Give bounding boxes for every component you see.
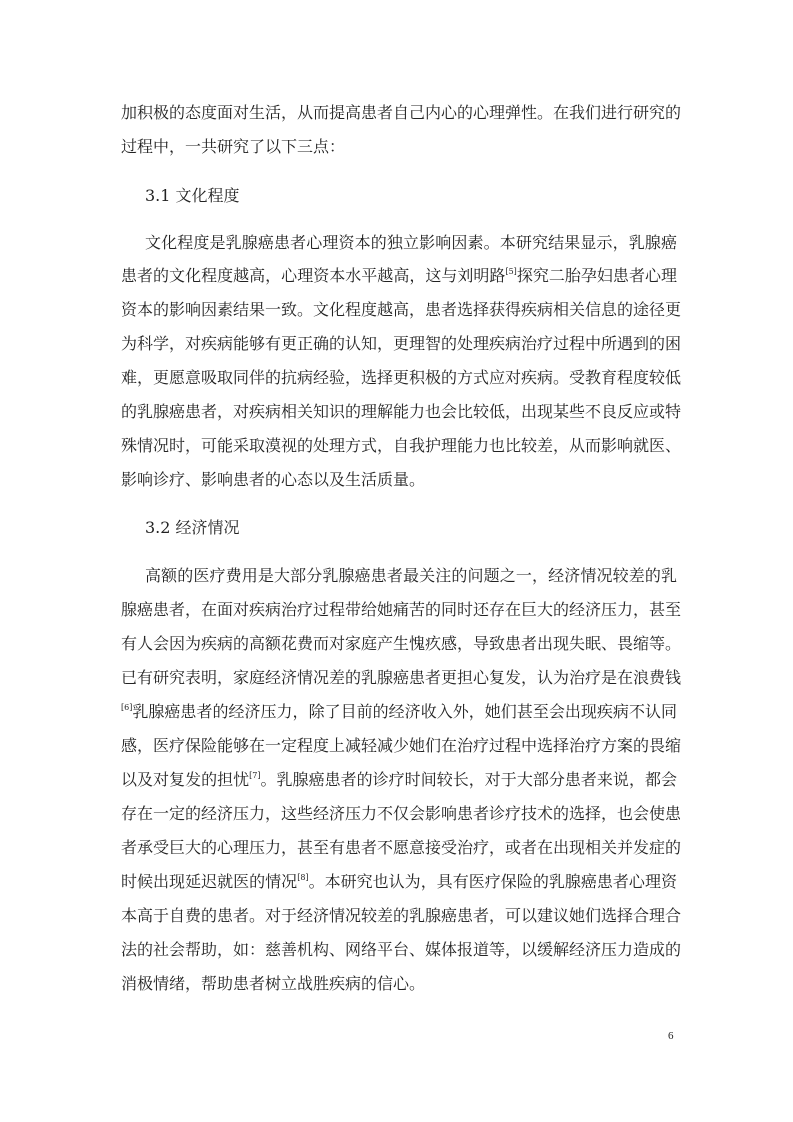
para-3-1-line-3: 资本的影响因素结果一致。文化程度越高，患者选择获得疾病相关信息的途径更 [121,300,682,319]
para-3-2-line-13: 消极情绪，帮助患者树立战胜疾病的信心。 [121,974,426,993]
intro-line-1: 加积极的态度面对生活，从而提高患者自己内心的心理弹性。在我们进行研究的 [121,103,682,122]
para-3-1-line-1: 文化程度是乳腺癌患者心理资本的独立影响因素。本研究结果显示，乳腺癌 [145,233,677,252]
section-heading-3-2: 3.2 经济情况 [145,518,240,537]
para-3-2-line-10 [121,872,677,892]
para-3-2-line-11: 本高于自费的患者。对于经济情况较差的乳腺癌患者，可以建议她们选择合理合 [121,906,682,925]
page-number: 6 [668,1030,674,1042]
para-3-2-line-9: 者承受巨大的心理压力，甚至有患者不愿意接受治疗，或者在出现相关并发症的 [121,838,682,857]
para-3-1-line-6: 的乳腺癌患者，对疾病相关知识的理解能力也会比较低，出现某些不良反应或特 [121,402,682,421]
citation-ref: [7] [249,771,261,780]
text-run: 探究二胎孕妇患者心理 [516,266,677,285]
para-3-2-line-4: 已有研究表明，家庭经济情况差的乳腺癌患者更担心复发，认为治疗是在浪费钱 [121,668,682,687]
para-3-2-line-8: 存在一定的经济压力，这些经济压力不仅会影响患者诊疗技术的选择，也会使患 [121,804,682,823]
section-heading-3-1: 3.1 文化程度 [145,186,240,205]
text-run: 。乳腺癌患者的诊疗时间较长，对于大部分患者来说，都会 [260,770,677,789]
citation-ref: [6] [121,703,133,712]
citation-ref: [5] [505,267,517,276]
citation-ref: [8] [297,873,309,882]
text-run: 患者的文化程度越高，心理资本水平越高，这与刘明路 [121,266,506,285]
para-3-2-line-5 [121,702,677,722]
para-3-2-line-12: 法的社会帮助，如：慈善机构、网络平台、媒体报道等，以缓解经济压力造成的 [121,940,682,959]
text-run: 。本研究也认为，具有医疗保险的乳腺癌患者心理资 [308,872,677,891]
para-3-2-line-7 [121,770,677,790]
text-run: 以及对复发的担忧 [121,770,250,789]
intro-line-2: 过程中，一共研究了以下三点： [121,137,346,156]
para-3-1-line-2 [121,266,677,286]
text-run: 乳腺癌患者的经济压力，除了目前的经济收入外，她们甚至会出现疾病不认同 [132,702,677,721]
para-3-1-line-8: 影响诊疗、影响患者的心态以及生活质量。 [121,470,426,489]
para-3-1-line-5: 难，更愿意吸取同伴的抗病经验，选择更积极的方式应对疾病。受教育程度较低 [121,368,682,387]
para-3-1-line-7: 殊情况时，可能采取漠视的处理方式，自我护理能力也比较差，从而影响就医、 [121,436,682,455]
para-3-2-line-3: 有人会因为疾病的高额花费而对家庭产生愧疚感，导致患者出现失眠、畏缩等。 [121,634,682,653]
para-3-1-line-4: 为科学，对疾病能够有更正确的认知，更理智的处理疾病治疗过程中所遇到的困 [121,334,682,353]
para-3-2-line-6: 感，医疗保险能够在一定程度上减轻减少她们在治疗过程中选择治疗方案的畏缩 [121,736,682,755]
para-3-2-line-1: 高额的医疗费用是大部分乳腺癌患者最关注的问题之一，经济情况较差的乳 [145,566,677,585]
para-3-2-line-2: 腺癌患者，在面对疾病治疗过程带给她痛苦的同时还存在巨大的经济压力，甚至 [121,600,682,619]
text-run: 时候出现延迟就医的情况 [121,872,298,891]
